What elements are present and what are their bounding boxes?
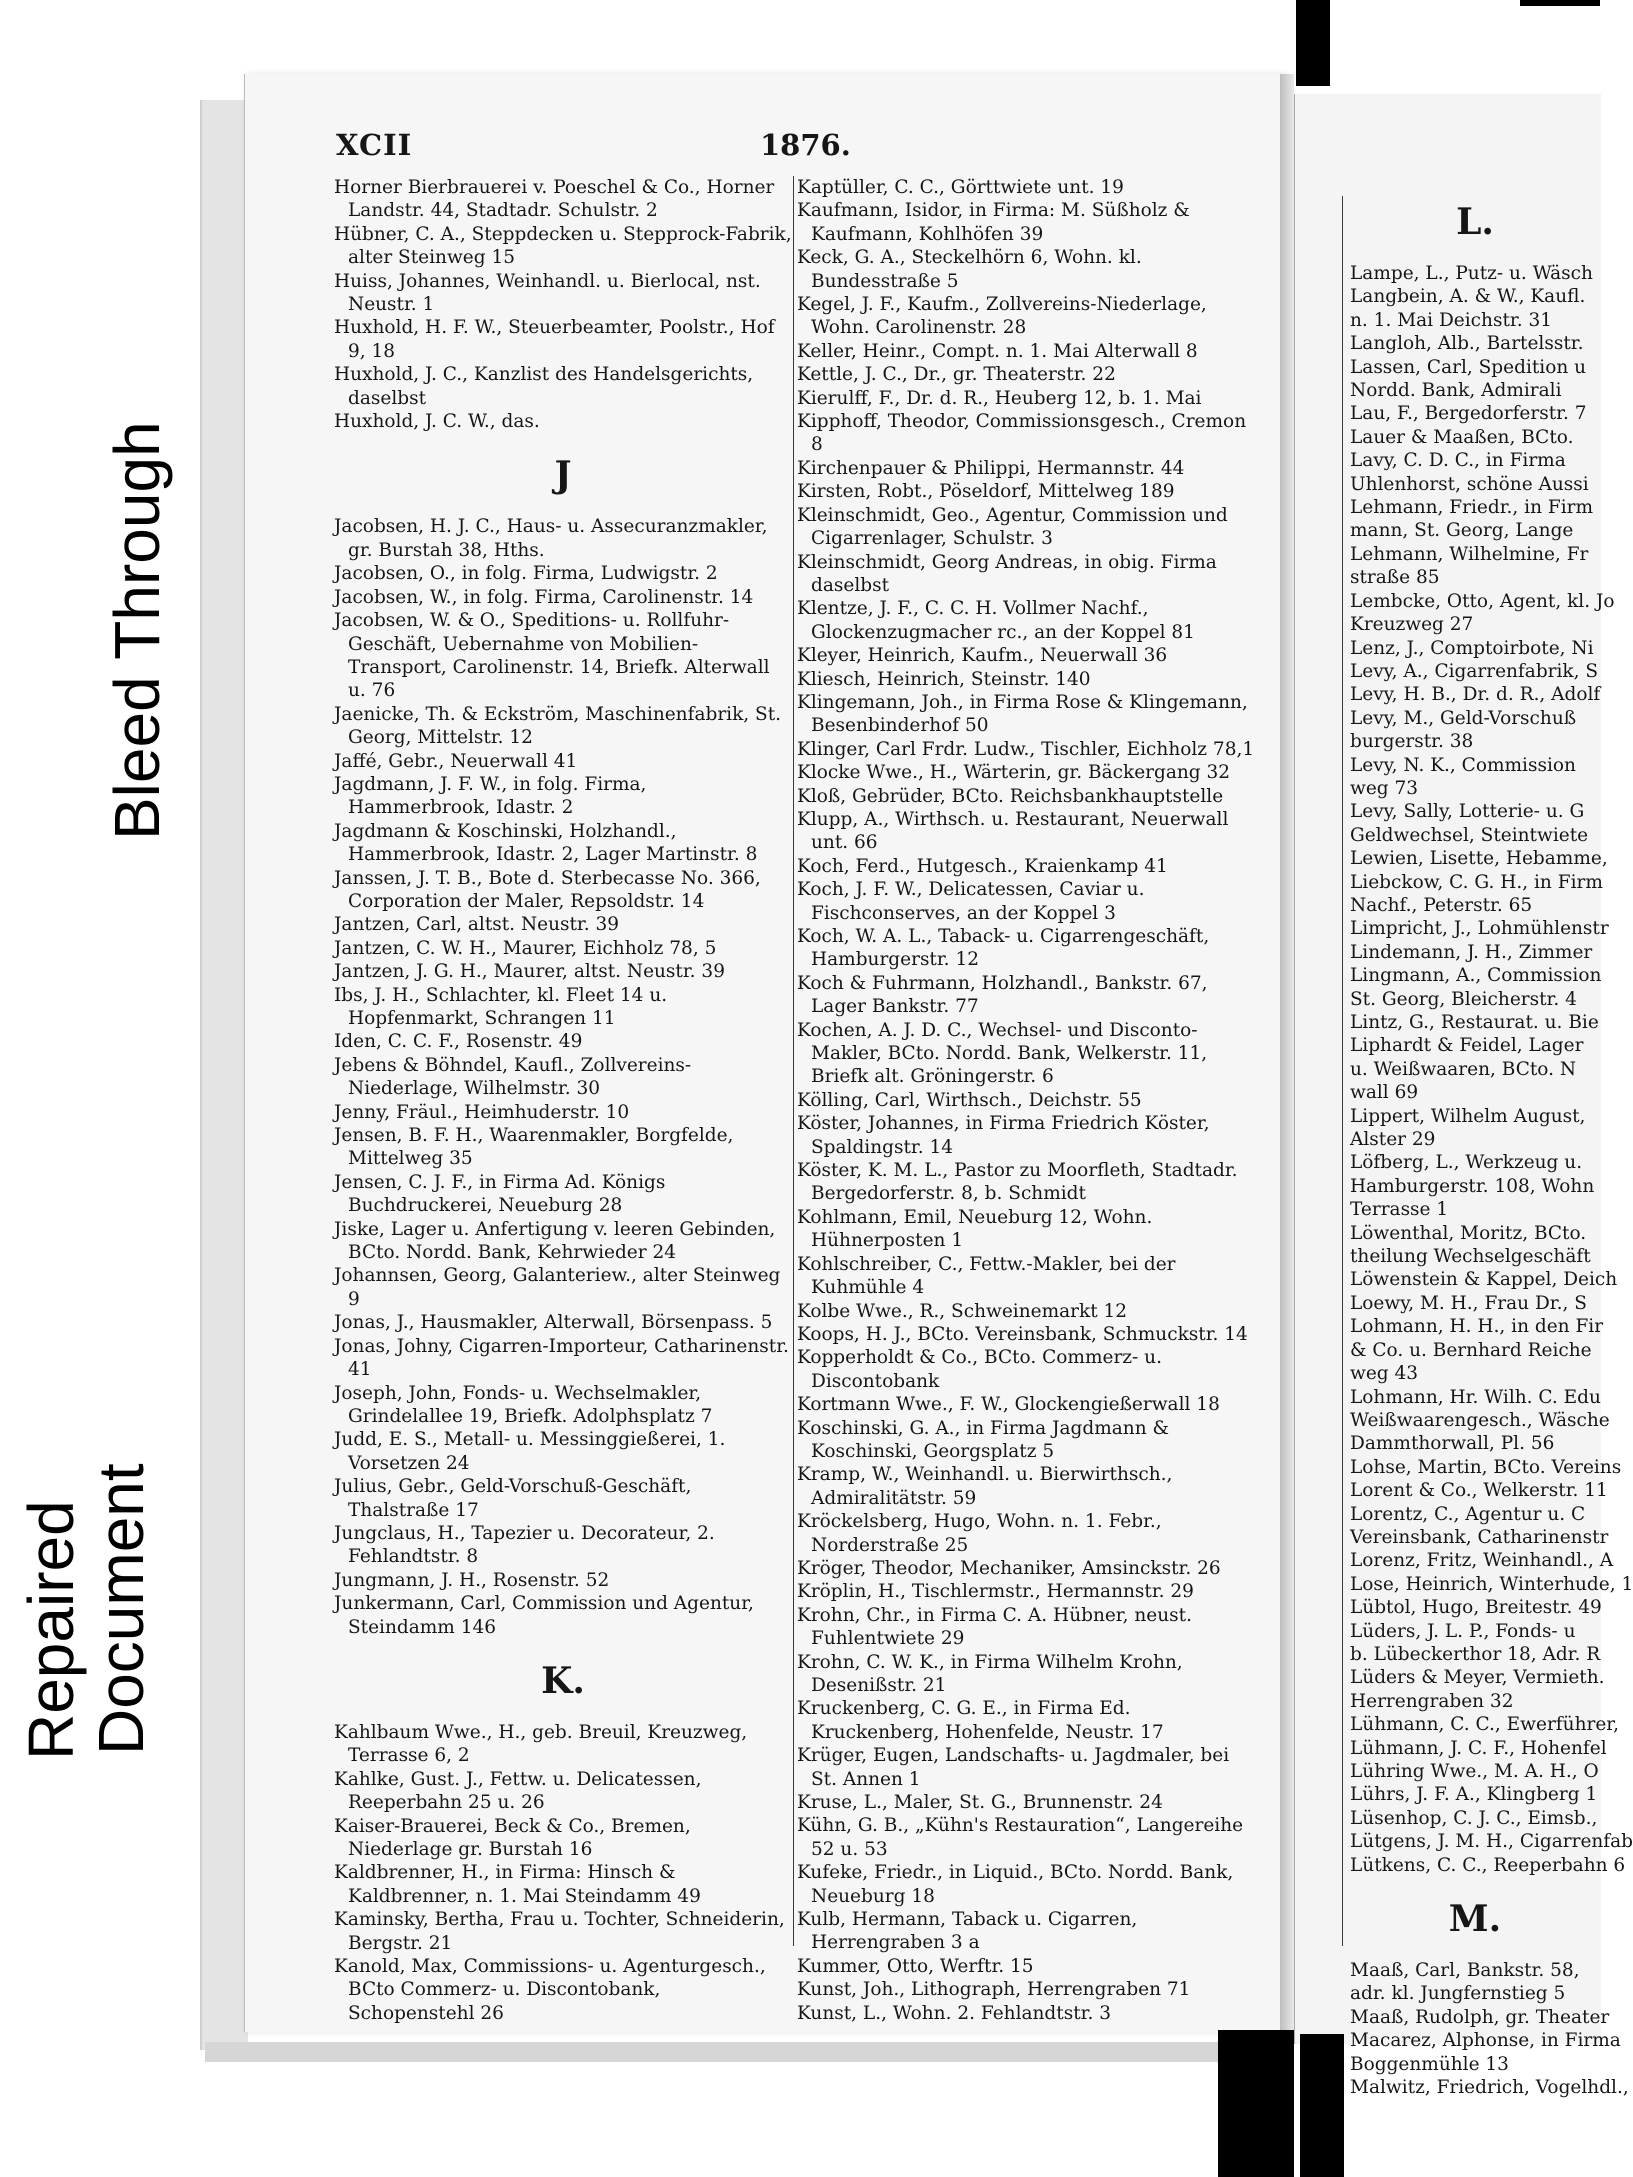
directory-entry: Koschinski, G. A., in Firma Jagdmann & Koschinski, Georgsplatz 5 bbox=[797, 1417, 1169, 1462]
directory-entry: burgerstr. 38 bbox=[1350, 731, 1474, 753]
directory-entry: Lühmann, C. C., Ewerführer, bbox=[1350, 1714, 1619, 1736]
directory-entry: Liebckow, C. G. H., in Firm bbox=[1350, 871, 1603, 893]
directory-entry: Jonas, Johny, Cigarren-Importeur, Catharinenstr. 41 bbox=[334, 1335, 789, 1381]
directory-entry: Löwenthal, Moritz, BCto. bbox=[1350, 1222, 1587, 1244]
directory-entry: Kröplin, H., Tischlermstr., Hermannstr. 29 bbox=[797, 1581, 1194, 1603]
directory-entry: Kanold, Max, Commissions- u. Agenturgesch., BCto Commerz- u. Discontobank, Schopenstehl 26 bbox=[334, 1956, 766, 2024]
label-repaired: Repaired bbox=[15, 1500, 87, 1760]
directory-entry: Nachf., Peterstr. 65 bbox=[1350, 894, 1533, 916]
directory-entry: Kaptüller, C. C., Görttwiete unt. 19 bbox=[797, 177, 1124, 198]
directory-entry: Judd, E. S., Metall- u. Messinggießerei, 1. Vorsetzen 24 bbox=[334, 1429, 726, 1474]
directory-entry: Jaenicke, Th. & Eckström, Maschinenfabrik, St. Georg, Mittelstr. 12 bbox=[334, 703, 782, 749]
directory-entry: Liphardt & Feidel, Lager bbox=[1350, 1035, 1584, 1057]
directory-entry: Kufeke, Friedr., in Liquid., BCto. Nordd. Bank, Neueburg 18 bbox=[797, 1862, 1234, 1907]
directory-entry: Iden, C. C. F., Rosenstr. 49 bbox=[334, 1031, 583, 1053]
directory-entry: Lühmann, J. C. F., Hohenfel bbox=[1350, 1737, 1607, 1759]
directory-entry: Jenny, Fräul., Heimhuderstr. 10 bbox=[334, 1101, 630, 1123]
entries-l-list bbox=[1350, 262, 1633, 1877]
directory-entry: Kochen, A. J. D. C., Wechsel- und Disconto-Makler, BCto. Nordd. Bank, Welkerstr. 11, Briefk alt. Gröningerstr. 6 bbox=[797, 1019, 1208, 1088]
directory-entry: Jensen, C. J. F., in Firma Ad. Königs Buchdruckerei, Neueburg 28 bbox=[334, 1171, 666, 1217]
directory-entry: Janssen, J. T. B., Bote d. Sterbecasse No. 366, Corporation der Maler, Repsoldstr. 14 bbox=[334, 867, 761, 912]
directory-entry: Kortmann Wwe., F. W., Glockengießerwall 18 bbox=[797, 1394, 1220, 1416]
directory-entry: Kloß, Gebrüder, BCto. Reichsbankhauptstelle bbox=[797, 785, 1224, 807]
directory-entry: Kröckelsberg, Hugo, Wohn. n. 1. Febr., Norderstraße 25 bbox=[797, 1511, 1162, 1556]
directory-entry: Limpricht, J., Lohmühlenstr bbox=[1350, 918, 1609, 940]
directory-entry: Jantzen, J. G. H., Maurer, altst. Neustr. 39 bbox=[334, 961, 725, 983]
section-heading-l: L. bbox=[1456, 201, 1494, 243]
directory-entry: Kleinschmidt, Georg Andreas, in obig. Firma daselbst bbox=[797, 551, 1217, 596]
directory-entry: Jungclaus, H., Tapezier u. Decorateur, 2. Fehlandtstr. 8 bbox=[334, 1522, 715, 1568]
directory-entry: adr. kl. Jungfernstieg 5 bbox=[1350, 1983, 1566, 2005]
directory-entry: Kunst, Joh., Lithograph, Herrengraben 71 bbox=[797, 1979, 1191, 2001]
directory-entry: Keller, Heinr., Compt. n. 1. Mai Alterwall 8 bbox=[797, 340, 1198, 362]
directory-entry: Klingemann, Joh., in Firma Rose & Klingemann, Besenbinderhof 50 bbox=[797, 691, 1248, 737]
directory-entry: weg 43 bbox=[1350, 1363, 1419, 1385]
directory-entry: Hamburgerstr. 108, Wohn bbox=[1350, 1175, 1595, 1197]
directory-entry: Lampe, L., Putz- u. Wäsch bbox=[1350, 263, 1593, 284]
section-heading-j: J bbox=[554, 454, 572, 497]
directory-entry: Kleinschmidt, Geo., Agentur, Commission und Cigarrenlager, Schulstr. 3 bbox=[797, 504, 1228, 550]
directory-entry: Lührs, J. F. A., Klingberg 1 bbox=[1350, 1784, 1598, 1806]
directory-entry: Loewy, M. H., Frau Dr., S bbox=[1350, 1292, 1587, 1314]
directory-entry: Lenz, J., Comptoirbote, Ni bbox=[1350, 637, 1594, 659]
directory-entry: mann, St. Georg, Lange bbox=[1350, 520, 1574, 542]
book-spine bbox=[1280, 74, 1294, 2034]
directory-entry: Lose, Heinrich, Winterhude, 1 bbox=[1350, 1573, 1633, 1595]
entries-k-continued-list bbox=[797, 176, 1255, 2025]
directory-entry: Jantzen, Carl, altst. Neustr. 39 bbox=[334, 914, 620, 936]
directory-entry: wall 69 bbox=[1350, 1082, 1419, 1104]
directory-entry: Kipphoff, Theodor, Commissionsgesch., Cremon 8 bbox=[797, 411, 1247, 456]
scanner-clip-bottom bbox=[1218, 2030, 1294, 2177]
directory-entry: Langbein, A. & W., Kaufl. bbox=[1350, 286, 1586, 308]
directory-entry: Lavy, C. D. C., in Firma bbox=[1350, 450, 1566, 472]
directory-entry: Koch, W. A. L., Taback- u. Cigarrengeschäft, Hamburgerstr. 12 bbox=[797, 926, 1210, 971]
directory-entry: Lindemann, J. H., Zimmer bbox=[1350, 941, 1593, 963]
directory-entry: Kaldbrenner, H., in Firma: Hinsch & Kaldbrenner, n. 1. Mai Steindamm 49 bbox=[334, 1862, 701, 1907]
directory-entry: Jebens & Böhndel, Kaufl., Zollvereins-Niederlage, Wilhelmstr. 30 bbox=[334, 1054, 692, 1100]
directory-entry: Weißwaarengesch., Wäsche bbox=[1350, 1409, 1610, 1431]
directory-entry: Langloh, Alb., Bartelsstr. bbox=[1350, 333, 1584, 355]
directory-entry: Lohse, Martin, BCto. Vereins bbox=[1350, 1456, 1622, 1478]
directory-entry: Ibs, J. H., Schlachter, kl. Fleet 14 u. Hopfenmarkt, Schrangen 11 bbox=[334, 984, 668, 1029]
directory-entry: Lehmann, Wilhelmine, Fr bbox=[1350, 543, 1589, 565]
directory-entry: Krohn, Chr., in Firma C. A. Hübner, neust. Fuhlentwiete 29 bbox=[797, 1604, 1192, 1650]
scanner-clip-bottom-right bbox=[1300, 2034, 1344, 2177]
directory-entry: Jaffé, Gebr., Neuerwall 41 bbox=[334, 750, 578, 772]
page-number: XCII bbox=[336, 128, 413, 162]
directory-entry: Koch & Fuhrmann, Holzhandl., Bankstr. 67, Lager Bankstr. 77 bbox=[797, 972, 1208, 1018]
directory-entry: Kühn, G. B., „Kühn's Restauration“, Langereihe 52 u. 53 bbox=[797, 1815, 1244, 1860]
directory-entry: Levy, N. K., Commission bbox=[1350, 754, 1576, 776]
scan-backdrop bbox=[200, 100, 248, 2050]
directory-entry: Löwenstein & Kappel, Deich bbox=[1350, 1269, 1618, 1291]
directory-entry: Herrengraben 32 bbox=[1350, 1690, 1514, 1712]
directory-entry: Kirchenpauer & Philippi, Hermannstr. 44 bbox=[797, 457, 1185, 479]
directory-entry: Jacobsen, W. & O., Speditions- u. Rollfuhr-Geschäft, Uebernahme von Mobilien-Transport, Carolinenstr. 14, Briefk. Alterwall u. 76 bbox=[334, 610, 770, 702]
directory-entry: Johannsen, Georg, Galanteriew., alter Steinweg 9 bbox=[334, 1265, 781, 1310]
entries-m-list bbox=[1350, 1959, 1629, 2099]
page-header bbox=[336, 128, 1236, 168]
directory-entry: Kunst, L., Wohn. 2. Fehlandtstr. 3 bbox=[797, 2002, 1111, 2024]
directory-entry: Huxhold, H. F. W., Steuerbeamter, Poolstr., Hof 9, 18 bbox=[334, 317, 775, 362]
directory-entry: Kulb, Hermann, Taback u. Cigarren, Herrengraben 3 a bbox=[797, 1909, 1138, 1954]
directory-entry: Lippert, Wilhelm August, bbox=[1350, 1105, 1586, 1127]
directory-entry: Jagdmann, J. F. W., in folg. Firma, Hammerbrook, Idastr. 2 bbox=[334, 773, 647, 819]
directory-entry: Löfberg, L., Werkzeug u. bbox=[1350, 1152, 1583, 1174]
directory-entry: Krohn, C. W. K., in Firma Wilhelm Krohn, Desenißstr. 21 bbox=[797, 1651, 1183, 1696]
scan-corner-mark bbox=[1520, 0, 1600, 6]
left-column bbox=[334, 176, 792, 2025]
directory-entry: Krüger, Eugen, Landschafts- u. Jagdmaler, bei St. Annen 1 bbox=[797, 1745, 1230, 1790]
directory-entry: Geldwechsel, Steintwiete bbox=[1350, 824, 1589, 846]
entries-h-list bbox=[334, 176, 792, 433]
directory-entry: Uhlenhorst, schöne Aussi bbox=[1350, 473, 1589, 495]
directory-entry: Keck, G. A., Steckelhörn 6, Wohn. kl. Bundesstraße 5 bbox=[797, 247, 1142, 292]
directory-entry: Hübner, C. A., Steppdecken u. Stepprock-Fabrik, alter Steinweg 15 bbox=[334, 223, 792, 269]
directory-entry: Lüders & Meyer, Vermieth. bbox=[1350, 1667, 1605, 1689]
directory-entry: Jantzen, C. W. H., Maurer, Eichholz 78, 5 bbox=[334, 937, 717, 959]
directory-entry: Levy, A., Cigarrenfabrik, S bbox=[1350, 660, 1599, 682]
directory-entry: Lorent & Co., Welkerstr. 11 bbox=[1350, 1480, 1608, 1502]
directory-entry: Kirsten, Robt., Pöseldorf, Mittelweg 189 bbox=[797, 481, 1175, 503]
directory-entry: Lauer & Maaßen, BCto. bbox=[1350, 426, 1574, 448]
directory-entry: Kaiser-Brauerei, Beck & Co., Bremen, Niederlage gr. Burstah 16 bbox=[334, 1815, 691, 1860]
directory-entry: Köster, K. M. L., Pastor zu Moorfleth, Stadtadr. Bergedorferstr. 8, b. Schmidt bbox=[797, 1160, 1238, 1205]
directory-entry: Kegel, J. F., Kaufm., Zollvereins-Niederlage, Wohn. Carolinenstr. 28 bbox=[797, 294, 1207, 339]
middle-column bbox=[797, 176, 1255, 2025]
directory-entry: Lübtol, Hugo, Breitestr. 49 bbox=[1350, 1597, 1602, 1619]
directory-entry: Terrasse 1 bbox=[1350, 1199, 1449, 1221]
directory-entry: Kreuzweg 27 bbox=[1350, 614, 1474, 636]
directory-entry: Lüsenhop, C. J. C., Eimsb., bbox=[1350, 1807, 1598, 1829]
directory-entry: Jacobsen, W., in folg. Firma, Carolinenstr. 14 bbox=[334, 586, 754, 608]
directory-entry: Lohmann, Hr. Wilh. C. Edu bbox=[1350, 1386, 1601, 1408]
directory-entry: Lassen, Carl, Spedition u bbox=[1350, 356, 1587, 378]
directory-entry: Kleyer, Heinrich, Kaufm., Neuerwall 36 bbox=[797, 645, 1168, 667]
directory-entry: Boggenmühle 13 bbox=[1350, 2053, 1509, 2075]
page-year: 1876. bbox=[760, 128, 851, 162]
directory-entry: Kierulff, F., Dr. d. R., Heuberg 12, b. 1. Mai bbox=[797, 387, 1202, 409]
directory-entry: Julius, Gebr., Geld-Vorschuß-Geschäft, Thalstraße 17 bbox=[334, 1476, 692, 1521]
directory-entry: Kohlmann, Emil, Neueburg 12, Wohn. Hühnerposten 1 bbox=[797, 1206, 1153, 1252]
directory-entry: Klupp, A., Wirthsch. u. Restaurant, Neuerwall unt. 66 bbox=[797, 808, 1229, 854]
directory-entry: Vereinsbank, Catharinenstr bbox=[1350, 1526, 1609, 1548]
directory-entry: Kahlke, Gust. J., Fettw. u. Delicatessen, Reeperbahn 25 u. 26 bbox=[334, 1768, 702, 1814]
directory-entry: Alster 29 bbox=[1350, 1129, 1436, 1151]
label-bleed-through: Bleed Through bbox=[101, 421, 173, 840]
directory-entry: Kruse, L., Maler, St. G., Brunnenstr. 24 bbox=[797, 1792, 1163, 1814]
directory-entry: theilung Wechselgeschäft bbox=[1350, 1246, 1591, 1268]
directory-entry: weg 73 bbox=[1350, 777, 1419, 799]
scanner-clip-top bbox=[1296, 0, 1330, 86]
directory-entry: Lehmann, Friedr., in Firm bbox=[1350, 497, 1594, 519]
directory-entry: Lüders, J. L. P., Fonds- u bbox=[1350, 1620, 1576, 1642]
directory-entry: Kruckenberg, C. G. E., in Firma Ed. Kruckenberg, Hohenfelde, Neustr. 17 bbox=[797, 1698, 1164, 1743]
directory-entry: Kaminsky, Bertha, Frau u. Tochter, Schneiderin, Bergstr. 21 bbox=[334, 1909, 785, 1954]
directory-entry: Jungmann, J. H., Rosenstr. 52 bbox=[334, 1569, 610, 1591]
directory-entry: Horner Bierbrauerei v. Poeschel & Co., Horner Landstr. 44, Stadtadr. Schulstr. 2 bbox=[334, 177, 775, 222]
right-column bbox=[1350, 198, 1633, 2099]
directory-entry: Köster, Johannes, in Firma Friedrich Köster, Spaldingstr. 14 bbox=[797, 1113, 1210, 1158]
directory-entry: Malwitz, Friedrich, Vogelhdl., bbox=[1350, 2077, 1629, 2099]
directory-entry: Koch, Ferd., Hutgesch., Kraienkamp 41 bbox=[797, 855, 1168, 877]
directory-entry: Jiske, Lager u. Anfertigung v. leeren Gebinden, BCto. Nordd. Bank, Kehrwieder 24 bbox=[334, 1218, 776, 1264]
directory-entry: Levy, Sally, Lotterie- u. G bbox=[1350, 801, 1585, 823]
directory-entry: Kaufmann, Isidor, in Firma: M. Süßholz & Kaufmann, Kohlhöfen 39 bbox=[797, 200, 1190, 245]
directory-entry: Macarez, Alphonse, in Firma bbox=[1350, 2030, 1621, 2052]
directory-entry: Klocke Wwe., H., Wärterin, gr. Bäckergang 32 bbox=[797, 762, 1231, 784]
entries-k-list bbox=[334, 1721, 792, 2025]
directory-entry: Koch, J. F. W., Delicatessen, Caviar u. Fischconserves, an der Koppel 3 bbox=[797, 879, 1145, 924]
directory-entry: Lütkens, C. C., Reeperbahn 6 bbox=[1350, 1854, 1626, 1876]
directory-entry: Kramp, W., Weinhandl. u. Bierwirthsch., Admiralitätstr. 59 bbox=[797, 1464, 1173, 1509]
directory-entry: Maaß, Carl, Bankstr. 58, bbox=[1350, 1960, 1580, 1982]
scan-backdrop-base bbox=[205, 2042, 1265, 2062]
directory-entry: Kopperholdt & Co., BCto. Commerz- u. Discontobank bbox=[797, 1347, 1162, 1392]
directory-entry: Junkermann, Carl, Commission und Agentur, Steindamm 146 bbox=[334, 1593, 754, 1638]
directory-entry: Kröger, Theodor, Mechaniker, Amsinckstr. 26 bbox=[797, 1557, 1221, 1579]
directory-entry: Jensen, B. F. H., Waarenmakler, Borgfelde, Mittelweg 35 bbox=[334, 1125, 734, 1170]
directory-entry: Kölling, Carl, Wirthsch., Deichstr. 55 bbox=[797, 1089, 1142, 1111]
directory-entry: Nordd. Bank, Admirali bbox=[1350, 380, 1562, 402]
directory-entry: Lewien, Lisette, Hebamme, bbox=[1350, 848, 1608, 870]
directory-entry: Levy, M., Geld-Vorschuß bbox=[1350, 707, 1577, 729]
directory-entry: n. 1. Mai Deichstr. 31 bbox=[1350, 309, 1552, 331]
directory-entry: Jagdmann & Koschinski, Holzhandl., Hammerbrook, Idastr. 2, Lager Martinstr. 8 bbox=[334, 820, 758, 866]
directory-entry: Lorentz, C., Agentur u. C bbox=[1350, 1503, 1586, 1525]
directory-entry: Koops, H. J., BCto. Vereinsbank, Schmuckstr. 14 bbox=[797, 1323, 1248, 1345]
directory-entry: Jacobsen, O., in folg. Firma, Ludwigstr. 2 bbox=[334, 563, 718, 585]
directory-entry: Dammthorwall, Pl. 56 bbox=[1350, 1433, 1555, 1455]
directory-entry: Lühring Wwe., M. A. H., O bbox=[1350, 1761, 1599, 1782]
directory-entry: Lintz, G., Restaurat. u. Bie bbox=[1350, 1012, 1599, 1033]
directory-entry: Kummer, Otto, Werftr. 15 bbox=[797, 1955, 1034, 1977]
section-heading-m: M. bbox=[1448, 1898, 1502, 1941]
directory-entry: St. Georg, Bleicherstr. 4 bbox=[1350, 988, 1577, 1010]
directory-entry: Jacobsen, H. J. C., Haus- u. Assecuranzmakler, gr. Burstah 38, Hths. bbox=[334, 516, 768, 561]
entries-j-list bbox=[334, 515, 792, 1639]
directory-entry: Klentze, J. F., C. C. H. Vollmer Nachf., Glockenzugmacher rc., an der Koppel 81 bbox=[797, 598, 1195, 643]
column-rule-right bbox=[1342, 196, 1343, 1946]
directory-entry: Levy, H. B., Dr. d. R., Adolf bbox=[1350, 684, 1601, 706]
directory-entry: Huxhold, J. C. W., das. bbox=[334, 411, 540, 433]
directory-entry: straße 85 bbox=[1350, 567, 1440, 589]
directory-entry: Lohmann, H. H., in den Fir bbox=[1350, 1316, 1604, 1338]
directory-entry: Huxhold, J. C., Kanzlist des Handelsgerichts, daselbst bbox=[334, 364, 754, 409]
directory-entry: Kohlschreiber, C., Fettw.-Makler, bei der Kuhmühle 4 bbox=[797, 1253, 1176, 1299]
section-heading-k: K. bbox=[541, 1659, 585, 1702]
directory-entry: Lorenz, Fritz, Weinhandl., A bbox=[1350, 1550, 1614, 1572]
directory-entry: Maaß, Rudolph, gr. Theater bbox=[1350, 2006, 1610, 2028]
directory-entry: Huiss, Johannes, Weinhandl. u. Bierlocal, nst. Neustr. 1 bbox=[334, 270, 761, 316]
directory-entry: Klinger, Carl Frdr. Ludw., Tischler, Eichholz 78,1 bbox=[797, 738, 1255, 760]
directory-entry: Lütgens, J. M. H., Cigarrenfab bbox=[1350, 1831, 1633, 1853]
directory-entry: Lau, F., Bergedorferstr. 7 bbox=[1350, 403, 1587, 425]
directory-entry: Joseph, John, Fonds- u. Wechselmakler, Grindelallee 19, Briefk. Adolphsplatz 7 bbox=[334, 1382, 713, 1427]
label-document: Document bbox=[85, 1463, 157, 1755]
directory-entry: Kliesch, Heinrich, Steinstr. 140 bbox=[797, 668, 1091, 690]
directory-entry: Lingmann, A., Commission bbox=[1350, 965, 1602, 987]
directory-entry: & Co. u. Bernhard Reiche bbox=[1350, 1339, 1592, 1361]
directory-entry: Kahlbaum Wwe., H., geb. Breuil, Kreuzweg, Terrasse 6, 2 bbox=[334, 1721, 748, 1767]
directory-entry: Kolbe Wwe., R., Schweinemarkt 12 bbox=[797, 1300, 1128, 1322]
column-rule bbox=[793, 176, 794, 1946]
directory-entry: Jonas, J., Hausmakler, Alterwall, Börsenpass. 5 bbox=[334, 1312, 773, 1334]
directory-entry: u. Weißwaaren, BCto. N bbox=[1350, 1058, 1577, 1080]
directory-entry: b. Lübeckerthor 18, Adr. R bbox=[1350, 1643, 1601, 1665]
directory-entry: Lembcke, Otto, Agent, kl. Jo bbox=[1350, 590, 1615, 612]
directory-entry: Kettle, J. C., Dr., gr. Theaterstr. 22 bbox=[797, 364, 1116, 386]
